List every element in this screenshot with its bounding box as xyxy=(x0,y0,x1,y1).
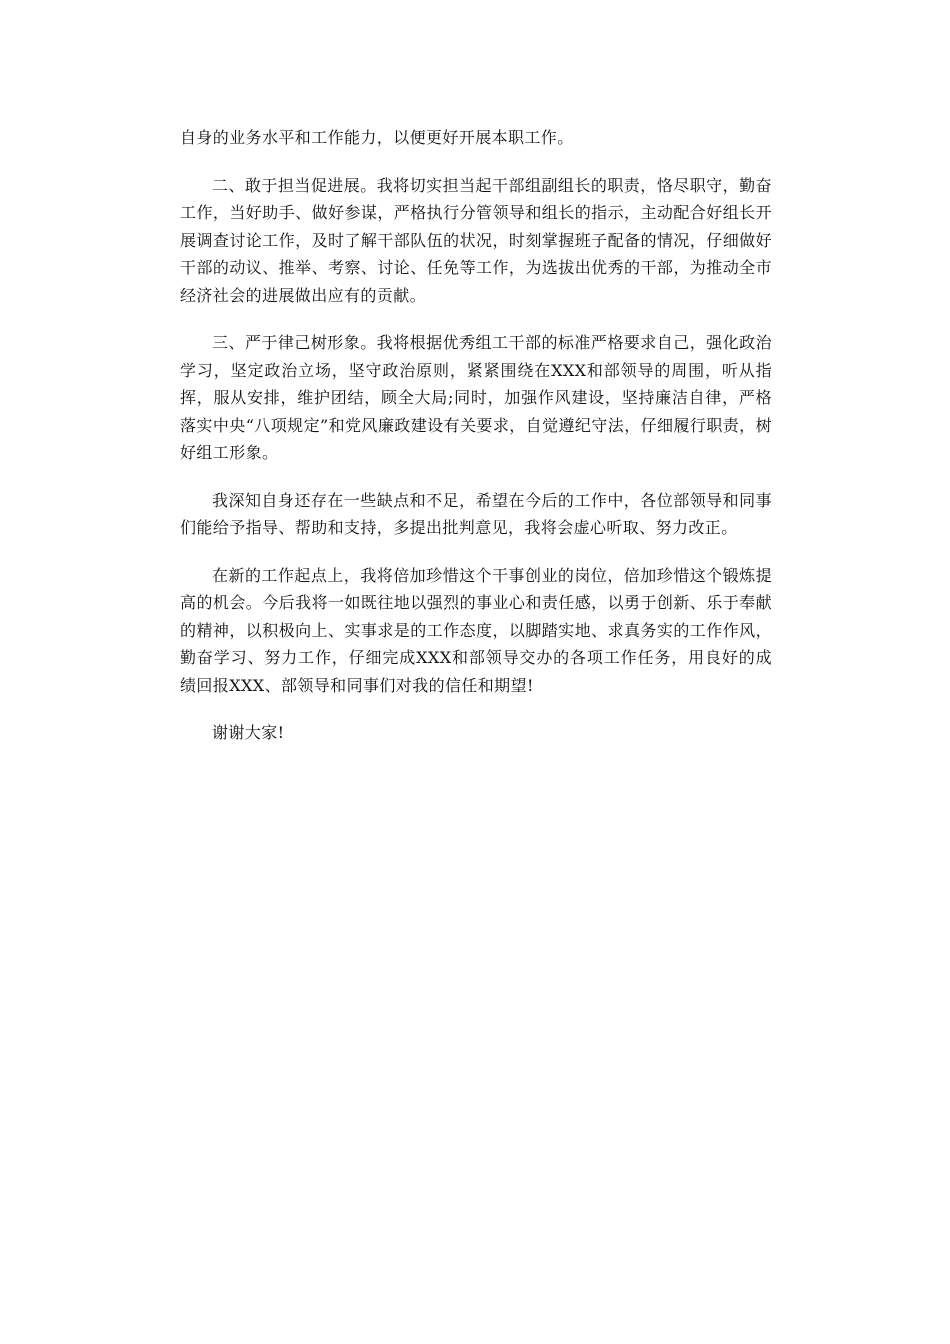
paragraph-section-two: 二、敢于担当促进展。我将切实担当起干部组副组长的职责，恪尽职守，勤奋工作，当好助手、做好参谋，严格执行分管领导和组长的指示，主动配合好组长开展调查讨论工作，及时了解干部队伍的状况，时刻掌握班子配备的情况，仔细做好干部的动议、推举、考察、讨论、任免等工作，为选拔出优秀的干部，为推动全市经济社会的进展做出应有的贡献。 xyxy=(180,175,772,305)
paragraph-section-three: 三、严于律己树形象。我将根据优秀组工干部的标准严格要求自己，强化政治学习，坚定政治立场，坚守政治原则，紧紧围绕在XXX和部领导的周围，听从指挥，服从安排，维护团结，顾全大局;同时，加强作风建设，坚持廉洁自律，严格落实中央“八项规定”和党风廉政建设有关要求，自觉遵纪守法，仔细履行职责，树好组工形象。 xyxy=(180,333,772,462)
paragraph-thanks: 谢谢大家! xyxy=(212,723,285,742)
document-body xyxy=(180,124,772,767)
paragraph-shortcomings: 我深知自身还存在一些缺点和不足，希望在今后的工作中，各位部领导和同事们能给予指导、帮助和支持，多提出批判意见，我将会虚心听取、努力改正。 xyxy=(180,490,772,537)
paragraph-continuation: 自身的业务水平和工作能力，以便更好开展本职工作。 xyxy=(180,128,574,147)
paragraph-new-start: 在新的工作起点上，我将倍加珍惜这个干事创业的岗位，倍加珍惜这个锻炼提高的机会。今后我将一如既往地以强烈的事业心和责任感，以勇于创新、乐于奉献的精神，以积极向上、实事求是的工作态度，以脚踏实地、求真务实的工作作风，勤奋学习、努力工作，仔细完成XXX和部领导交办的各项工作任务，用良好的成绩回报XXX、部领导和同事们对我的信任和期望! xyxy=(180,565,772,695)
